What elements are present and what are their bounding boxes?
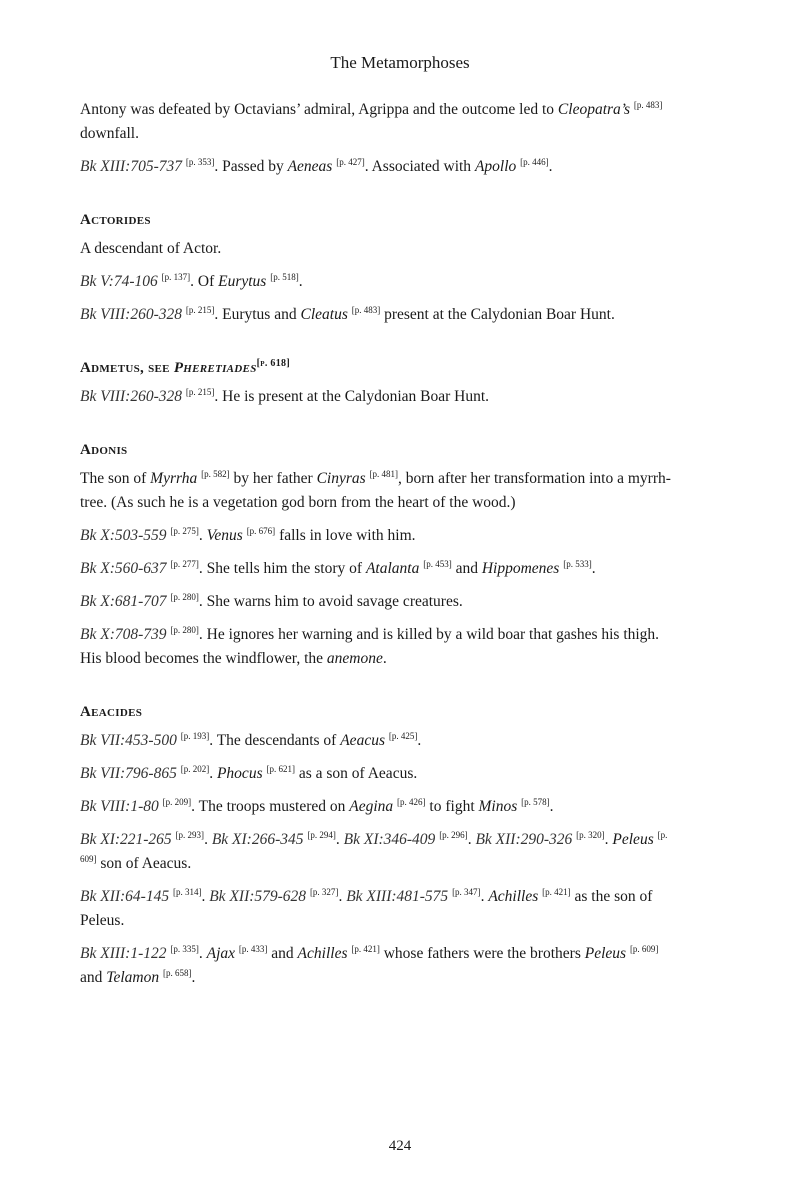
- entry-adonis: [80, 439, 680, 671]
- book-reference-link[interactable]: Bk X:503-559: [80, 527, 167, 544]
- page-reference[interactable]: [p. 293]: [175, 829, 205, 840]
- page-reference[interactable]: [p. 618]: [256, 358, 290, 369]
- paragraph: The son of Myrrha [p. 582] by her father Cinyras [p. 481], born after her transformation into a myrrh-tree. (As such he is a vegetation god born from the heart of the wood.): [80, 468, 671, 511]
- cross-reference-link[interactable]: Cleopatra’s: [557, 101, 630, 118]
- page-number: 424: [388, 1138, 412, 1154]
- book-reference-link[interactable]: Bk VIII:260-328: [80, 388, 182, 405]
- book-reference-link[interactable]: Bk XIII:481-575: [346, 888, 449, 905]
- cross-reference-link[interactable]: Eurytus: [218, 273, 267, 290]
- page-reference[interactable]: [p. 483]: [351, 304, 381, 315]
- book-reference-link[interactable]: Bk VIII:1-80: [80, 798, 159, 815]
- book-reference-link[interactable]: Bk XI:266-345: [211, 831, 304, 848]
- book-reference-link[interactable]: Bk VII:796-865: [80, 765, 177, 782]
- paragraph: A descendant of Actor.: [80, 240, 222, 257]
- page-reference[interactable]: [p. 215]: [185, 386, 215, 397]
- paragraph: Bk X:560-637 [p. 277]. She tells him the story of Atalanta [p. 453] and Hippomenes [p. 533].: [80, 558, 596, 577]
- cross-reference-link[interactable]: Ajax: [206, 945, 236, 962]
- cross-reference-link[interactable]: Pheretiades: [173, 360, 257, 376]
- paragraph: Bk X:503-559 [p. 275]. Venus [p. 676] falls in love with him.: [80, 525, 416, 544]
- page-reference[interactable]: [p. 275]: [170, 525, 199, 536]
- cross-reference-link[interactable]: Venus: [206, 527, 243, 544]
- page-reference[interactable]: [p. 446]: [520, 156, 549, 167]
- cross-reference-link[interactable]: Aeacus: [340, 732, 385, 749]
- page-reference[interactable]: [p. 481]: [369, 468, 399, 479]
- cross-reference-link[interactable]: Aeneas: [287, 158, 333, 175]
- page-reference[interactable]: [p. 427]: [336, 156, 365, 167]
- cross-reference-link[interactable]: Achilles: [297, 945, 348, 962]
- paragraph: Bk XII:64-145 [p. 314]. Bk XII:579-628 [p. 327]. Bk XIII:481-575 [p. 347]. Achilles [p. 421] as the son of Peleus.: [80, 886, 653, 929]
- page-reference[interactable]: [p. 314]: [172, 886, 202, 897]
- page-reference[interactable]: [p. 425]: [388, 730, 418, 741]
- paragraph: Bk V:74-106 [p. 137]. Of Eurytus [p. 518].: [80, 271, 303, 290]
- paragraph: Bk X:708-739 [p. 280]. He ignores her warning and is killed by a wild boar that gashes his thigh. His blood becomes the windflower, the anemone.: [80, 624, 660, 667]
- paragraph: Bk VIII:1-80 [p. 209]. The troops mustered on Aegina [p. 426] to fight Minos [p. 578].: [80, 796, 554, 815]
- page-reference[interactable]: [p. 426]: [397, 796, 426, 807]
- book-reference-link[interactable]: Bk V:74-106: [80, 273, 158, 290]
- book-reference-link[interactable]: Bk VII:453-500: [80, 732, 177, 749]
- page-reference[interactable]: [p. 582]: [201, 468, 230, 479]
- paragraph: Bk VII:453-500 [p. 193]. The descendants of Aeacus [p. 425].: [80, 730, 422, 749]
- entry-heading: Admetus, see Pheretiades[p. 618]: [80, 358, 290, 376]
- cross-reference-link[interactable]: Atalanta: [365, 560, 420, 577]
- cross-reference-link[interactable]: Cinyras: [316, 470, 366, 487]
- running-header: The Metamorphoses: [330, 53, 470, 72]
- page-reference[interactable]: [p. 578]: [521, 796, 550, 807]
- page-reference[interactable]: [p. 202]: [180, 763, 210, 774]
- cross-reference-link[interactable]: Minos: [478, 798, 518, 815]
- book-reference-link[interactable]: Bk XI:221-265: [80, 831, 172, 848]
- page-reference[interactable]: [p. 353]: [185, 156, 215, 167]
- cross-reference-link[interactable]: Peleus: [584, 945, 627, 962]
- page-reference[interactable]: [p. 320]: [576, 829, 605, 840]
- page-reference[interactable]: [p. 676]: [246, 525, 276, 536]
- page-reference[interactable]: [p. 277]: [170, 558, 199, 569]
- book-reference-link[interactable]: Bk XII:64-145: [80, 888, 170, 905]
- cross-reference-link[interactable]: Myrrha: [150, 470, 198, 487]
- page-reference[interactable]: [p. 483]: [633, 99, 663, 110]
- page-reference[interactable]: [p. 533]: [563, 558, 592, 569]
- cross-reference-link[interactable]: Peleus: [612, 831, 654, 848]
- paragraph: Bk X:681-707 [p. 280]. She warns him to avoid savage creatures.: [80, 591, 463, 610]
- entry-heading: Actorides: [80, 212, 151, 228]
- paragraph: Bk XIII:1-122 [p. 335]. Ajax [p. 433] and Achilles [p. 421] whose fathers were the brothers Peleus [p. 609] and Telamon [p. 658].: [80, 943, 659, 986]
- page-reference[interactable]: [p. 421]: [351, 943, 380, 954]
- entry-admetus: [80, 357, 680, 409]
- page-reference[interactable]: [p. 335]: [170, 943, 199, 954]
- paragraph: Bk VIII:260-328 [p. 215]. Eurytus and Cleatus [p. 483] present at the Calydonian Boar Hunt.: [80, 304, 615, 323]
- book-reference-link[interactable]: Bk VIII:260-328: [80, 306, 182, 323]
- page-body: [80, 98, 680, 1020]
- book-reference-link[interactable]: Bk XI:346-409: [343, 831, 436, 848]
- page-reference[interactable]: [p. 347]: [452, 886, 481, 897]
- cross-reference-link[interactable]: Cleatus: [300, 306, 348, 323]
- book-reference-link[interactable]: Bk XIII:1-122: [80, 945, 167, 962]
- entry-continuation: [80, 98, 680, 179]
- page-reference[interactable]: [p. 280]: [170, 624, 199, 635]
- paragraph: Bk VIII:260-328 [p. 215]. He is present at the Calydonian Boar Hunt.: [80, 386, 490, 405]
- book-reference-link[interactable]: Bk XII:290-326: [475, 831, 573, 848]
- cross-reference-link[interactable]: Achilles: [488, 888, 539, 905]
- entry-heading: Adonis: [80, 442, 128, 458]
- book-reference-link[interactable]: Bk X:681-707: [80, 593, 167, 610]
- book-reference-link[interactable]: Bk X:708-739: [80, 626, 167, 643]
- entry-heading: Aeacides: [80, 704, 143, 720]
- cross-reference-link[interactable]: Aegina: [349, 798, 394, 815]
- book-reference-link[interactable]: Bk XII:579-628: [209, 888, 307, 905]
- page-reference[interactable]: [p. 280]: [170, 591, 199, 602]
- page-reference[interactable]: [p. 518]: [270, 271, 299, 282]
- paragraph: Antony was defeated by Octavians’ admiral, Agrippa and the outcome led to Cleopatra’s [p. 483] downfall.: [80, 99, 663, 142]
- page-reference[interactable]: [p. 453]: [423, 558, 452, 569]
- page-reference[interactable]: [p. 137]: [161, 271, 191, 282]
- page-reference[interactable]: [p. 609]: [80, 829, 668, 864]
- paragraph: Bk XI:221-265 [p. 293]. Bk XI:266-345 [p. 294]. Bk XI:346-409 [p. 296]. Bk XII:290-326 [p. 320]. Peleus [p. 609] son of Aeacus.: [80, 829, 668, 872]
- paragraph: Bk XIII:705-737 [p. 353]. Passed by Aeneas [p. 427]. Associated with Apollo [p. 446].: [80, 156, 553, 175]
- cross-reference-link[interactable]: Phocus: [216, 765, 263, 782]
- paragraph: Bk VII:796-865 [p. 202]. Phocus [p. 621] as a son of Aeacus.: [80, 763, 418, 782]
- page-reference[interactable]: [p. 296]: [439, 829, 468, 840]
- cross-reference-link[interactable]: Hippomenes: [481, 560, 560, 577]
- page-reference[interactable]: [p. 621]: [266, 763, 295, 774]
- page-reference[interactable]: [p. 327]: [309, 886, 339, 897]
- page-reference[interactable]: [p. 433]: [238, 943, 268, 954]
- page-reference[interactable]: [p. 658]: [162, 967, 192, 978]
- page-reference[interactable]: [p. 209]: [162, 796, 192, 807]
- page-reference[interactable]: [p. 193]: [180, 730, 210, 741]
- page-reference[interactable]: [p. 294]: [307, 829, 336, 840]
- book-reference-link[interactable]: Bk X:560-637: [80, 560, 167, 577]
- book-reference-link[interactable]: Bk XIII:705-737: [80, 158, 182, 175]
- entry-actorides: [80, 209, 680, 327]
- cross-reference-link[interactable]: Apollo: [474, 158, 517, 175]
- page-reference[interactable]: [p. 421]: [542, 886, 571, 897]
- page-reference[interactable]: [p. 609]: [629, 943, 659, 954]
- cross-reference-link[interactable]: Telamon: [106, 969, 160, 986]
- page-reference[interactable]: [p. 215]: [185, 304, 215, 315]
- entry-aeacides: [80, 701, 680, 990]
- emphasis-text: anemone: [326, 650, 383, 667]
